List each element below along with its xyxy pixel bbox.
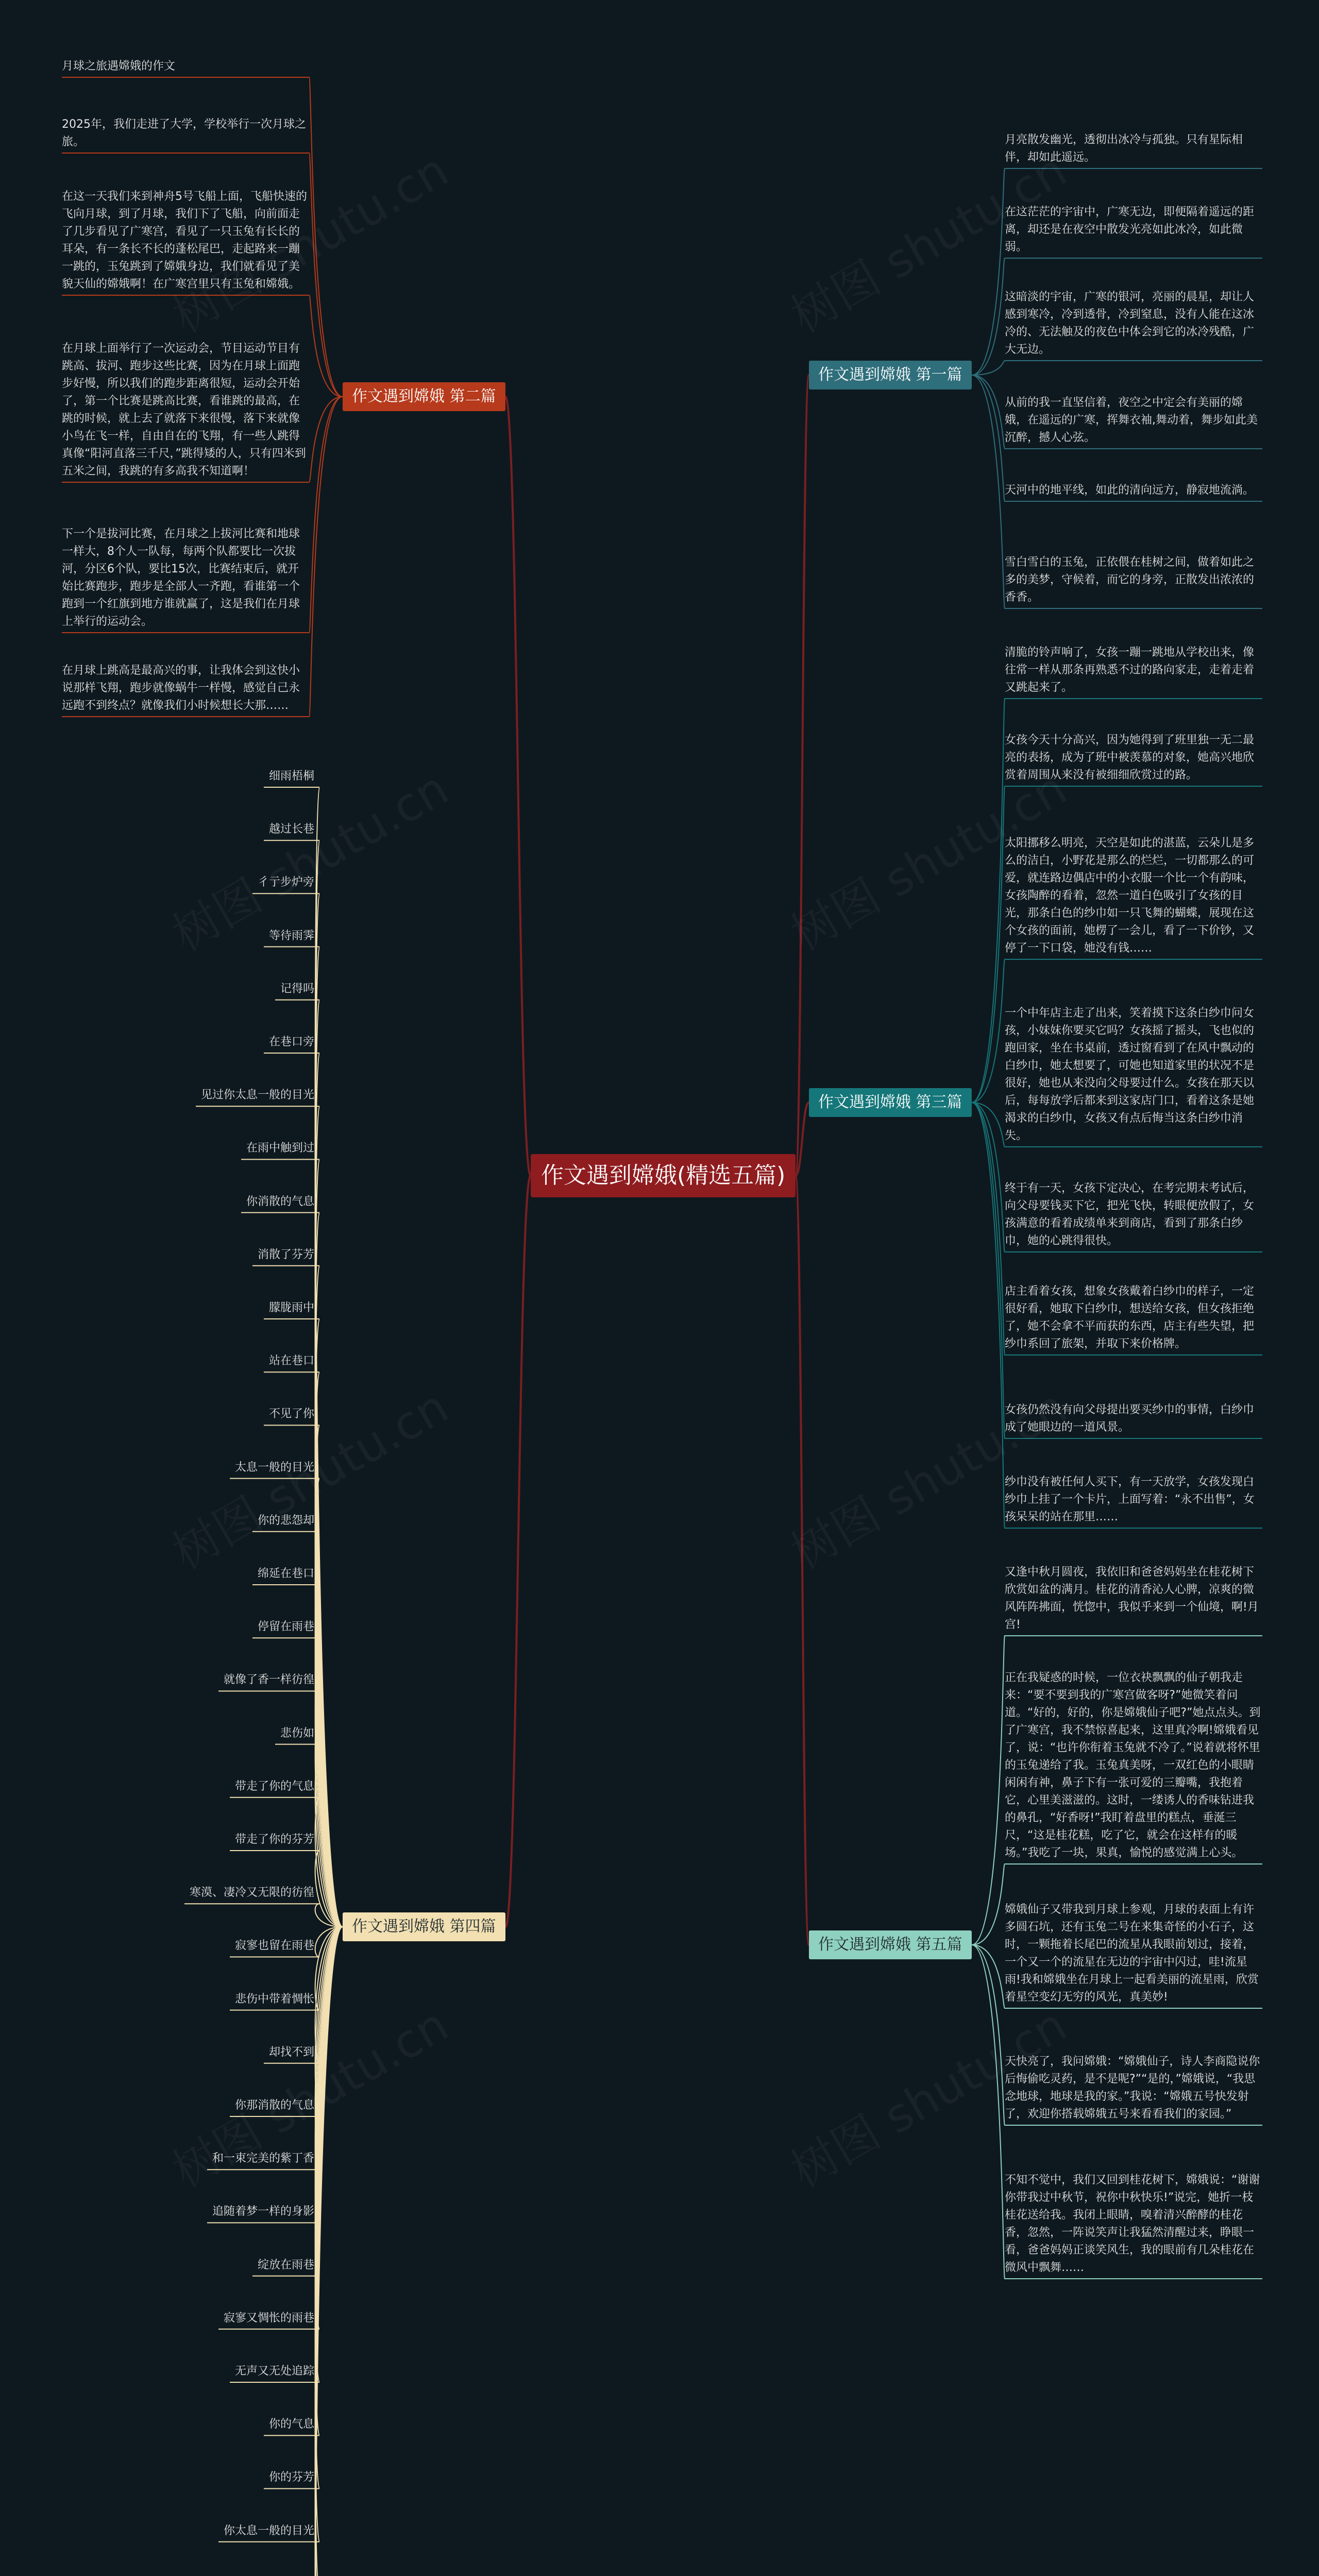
poem-line[interactable]: 寂寥又惆怅的雨巷 — [224, 2311, 315, 2325]
connector-line — [972, 959, 1005, 1103]
poem-line[interactable]: 见过你太息一般的目光 — [201, 1089, 315, 1102]
paragraph-node[interactable]: 在月球上面举行了一次运动会，节目运动节目有跳高、拔河、跑步这些比赛，因为在月球上面跑步好慢，所以我们的跑步距离很短，运动会开始了，第一个比赛是跳高比赛，看谁跳的最高，在跳的时候，就上去了就落下来很慢，落下来就像小鸟在飞一样，自由自在的飞翔，有一些人跳得真像“阳河直落三千尺，”跳得矮的人，只有四米到五米之间，我跳的有多高我不知道啊！ — [62, 342, 306, 478]
paragraph-node[interactable]: 天河中的地平线，如此的清向远方，静寂地流淌。 — [1005, 484, 1255, 497]
connector-line — [972, 168, 1005, 375]
poem-line[interactable]: 在雨中触到过 — [246, 1142, 315, 1155]
connector-line — [796, 1176, 809, 1945]
connector-line — [972, 1945, 1005, 2125]
connector-line — [309, 153, 343, 397]
poem-line[interactable]: 越过长巷 — [269, 823, 315, 836]
connector-line — [972, 1103, 1005, 1252]
paragraph-node[interactable]: 2025年，我们走进了大学，学校举行一次月球之旅。 — [62, 118, 306, 148]
poem-line[interactable]: 寒漠、凄冷又无限的彷徨 — [190, 1886, 315, 1900]
poem-line[interactable]: 太息一般的目光 — [235, 1461, 315, 1474]
poem-line[interactable]: 带走了你的气息 — [235, 1780, 315, 1793]
paragraph-node[interactable]: 在这茫茫的宇宙中，广寒无边，即便隔着遥远的距离，却还是在夜空中散发光亮如此冰冷，如此微弱。 — [1005, 206, 1255, 253]
paragraph-node[interactable]: 终于有一天，女孩下定决心，在考完期末考试后，向父母要钱买下它，把光飞快，转眼便放假了，女孩满意的看着成绩单来到商店，看到了那条白纱巾，她的心跳得很快。 — [1005, 1182, 1255, 1247]
poem-line[interactable]: 朦胧雨中 — [269, 1301, 315, 1314]
paragraph-node[interactable]: 女孩仍然没有向父母提出要买纱巾的事情，白纱巾成了她眼边的一道风景。 — [1005, 1403, 1255, 1434]
paragraph-node[interactable]: 不知不觉中，我们又回到桂花树下，嫦娥说：“谢谢你带我过中秋节，祝你中秋快乐!”说完，她折一枝桂花送给我。我闭上眼睛，嗅着清兴醉酵的桂花香，忽然，一阵说笑声让我猛然清醒过来，睁眼一看，爸爸妈妈正谈笑风生，我的眼前有几朵桂花在微风中飘舞…… — [1005, 2174, 1260, 2274]
connector-line — [505, 397, 531, 1176]
connector-line — [972, 786, 1005, 1103]
paragraph-node[interactable]: 这暗淡的宇宙，广寒的银河，亮丽的晨星，却让人感到寒冷，冷到透骨，冷到窒息，没有人能在这冰冷的、无法触及的夜色中体会到它的冰冷残酷，广大无边。 — [1005, 291, 1255, 356]
branch-topic-5[interactable]: 作文遇到嫦娥 第五篇 — [809, 1930, 972, 1959]
poem-line[interactable]: 等待雨霁 — [269, 929, 315, 942]
connector-line — [972, 1103, 1005, 1147]
poem-line[interactable]: 你的悲怨却 — [258, 1514, 315, 1527]
connector-line — [972, 375, 1005, 449]
paragraph-node[interactable]: 清脆的铃声响了，女孩一蹦一跳地从学校出来，像往常一样从那条再熟悉不过的路向家走，走着走着又跳起来了。 — [1005, 646, 1255, 694]
paragraph-node[interactable]: 在这一天我们来到神舟5号飞船上面，飞船快速的飞向月球，到了月球，我们下了飞船，向前面走了几步看见了广寒宫，看见了一只玉兔有长长的耳朵，有一条长不长的蓬松尾巴，走起路来一蹦一跳的，玉兔跳到了嫦娥身边，我们就看见了美貌天仙的嫦娥啊！在广寒宫里只有玉兔和嫦娥。 — [62, 190, 307, 291]
connector-line — [309, 77, 343, 397]
branch-topic-3[interactable]: 作文遇到嫦娥 第三篇 — [809, 1088, 972, 1117]
paragraph-node[interactable]: 雪白雪白的玉兔，正依偎在桂树之间，做着如此之多的美梦，守候着，而它的身旁，正散发出浓浓的香香。 — [1005, 556, 1255, 604]
poem-line[interactable]: 细雨梧桐 — [269, 770, 315, 783]
root-topic[interactable]: 作文遇到嫦娥(精选五篇) — [531, 1154, 796, 1197]
paragraph-node[interactable]: 店主看着女孩，想象女孩戴着白纱巾的样子，一定很好看，她取下白纱巾，想送给女孩，但女孩拒绝了，她不会拿不平而获的东西，店主有些失望，把纱巾系回了旅架，并取下来价格牌。 — [1005, 1285, 1255, 1350]
poem-line[interactable]: 你的芬芳 — [269, 2471, 315, 2484]
connector-line — [309, 397, 343, 633]
paragraph-node[interactable]: 嫦娥仙子又带我到月球上参观，月球的表面上有许多圆石坑，还有玉兔二号在来集奇怪的小石子，这时，一颗拖着长尾巴的流星从我眼前划过，接着，一个又一个的流星在无边的宇宙中闪过，哇!流星雨!我和嫦娥坐在月球上一起看美丽的流星雨，欣赏着星空变幻无穷的风光，真美妙! — [1005, 1903, 1259, 2004]
poem-line[interactable]: 你太息一般的目光 — [224, 2524, 315, 2537]
paragraph-node[interactable]: 一个中年店主走了出来，笑着摸下这条白纱巾问女孩，小妹妹你要买它吗？女孩摇了摇头，飞也似的跑回家，坐在书桌前，透过窗看到了在风中飘动的白纱巾，她太想要了，可她也知道家里的状况不是很好，她也从来没向父母要过什么。女孩在那天以后，每每放学后都来到这家店门口，看着这条是她渴求的白纱巾，女孩又有点后悔当这条白纱巾消失。 — [1005, 1007, 1255, 1142]
poem-line[interactable]: 停留在雨巷 — [258, 1620, 315, 1634]
poem-line[interactable]: 悲伤如 — [280, 1726, 315, 1740]
connector-line — [972, 1103, 1005, 1528]
connector-line — [796, 375, 809, 1176]
poem-line[interactable]: 在巷口旁 — [269, 1036, 315, 1048]
connector-line — [972, 258, 1005, 375]
connector-line — [505, 1176, 531, 1927]
paragraph-node[interactable]: 女孩今天十分高兴，因为她得到了班里独一无二最亮的表扬，成为了班中被羡慕的对象，她高兴地欣赏着周围从来没有被细细欣赏过的路。 — [1005, 734, 1255, 782]
paragraph-node[interactable]: 天快亮了，我问嫦娥：“嫦娥仙子，诗人李商隐说你后悔偷吃灵药，是不是呢?”“是的，”嫦娥说，“我思念地球，地球是我的家。”我说：“嫦娥五号快发射了，欢迎你搭载嫦娥五号来看看我们的家园。” — [1005, 2055, 1260, 2121]
poem-line[interactable]: 绽放在雨巷 — [258, 2258, 315, 2272]
poem-line[interactable]: 记得吗 — [280, 982, 315, 995]
poem-line[interactable]: 消散了芬芳 — [258, 1248, 315, 1261]
poem-line[interactable]: 不见了你 — [269, 1408, 315, 1421]
connector-line — [972, 699, 1005, 1103]
connector-line — [972, 1945, 1005, 2279]
branch-topic-2[interactable]: 作文遇到嫦娥 第二篇 — [343, 382, 505, 411]
poem-line[interactable]: 站在巷口 — [269, 1354, 315, 1368]
paragraph-node[interactable]: 又逢中秋月圆夜，我依旧和爸爸妈妈坐在桂花树下欣赏如盆的满月。桂花的清香沁人心脾，凉爽的微风阵阵拂面，恍惚中，我似乎来到一个仙境，啊!月宫! — [1005, 1566, 1259, 1631]
poem-line[interactable]: 寂寥也留在雨巷 — [235, 1939, 315, 1953]
branch-topic-4[interactable]: 作文遇到嫦娥 第四篇 — [343, 1912, 505, 1941]
paragraph-node[interactable]: 月亮散发幽光，透彻出冰冷与孤独。只有星际相伴，却如此遥远。 — [1005, 133, 1243, 164]
poem-line[interactable]: 绵延在巷口 — [258, 1567, 315, 1580]
paragraph-node[interactable]: 正在我疑惑的时候，一位衣袂飘飘的仙子朝我走来：“要不要到我的广寒宫做客呀?”她微笑着问道。“好的，好的，你是嫦娥仙子吧?”她点点头。到了广寒宫，我不禁惊喜起来，这里真冷啊!嫦娥看见了，说：“也许你衔着玉兔就不冷了。”说着就将怀里的玉兔递给了我。玉兔真美呀，一双红色的小眼睛闲闲有神，鼻子下有一张可爱的三瓣嘴，我抱着它，心里美滋滋的。这时，一缕诱人的香味钻进我的鼻孔，“好香呀!”我盯着盘里的糕点，垂涎三尺，“这是桂花糕，吃了它，就会在这样有的暖场。”我吃了一块，果真，愉悦的感觉满上心头。 — [1005, 1671, 1261, 1859]
connector-line — [972, 1103, 1005, 1438]
paragraph-node[interactable]: 月球之旅遇嫦娥的作文 — [62, 60, 176, 73]
poem-line[interactable]: 就像了香一样彷徨 — [224, 1673, 315, 1687]
connector-line — [972, 1945, 1005, 2008]
connector-line — [309, 295, 343, 397]
poem-line[interactable]: 带走了你的芬芳 — [235, 1833, 315, 1846]
paragraph-node[interactable]: 从前的我一直坚信着，夜空之中定会有美丽的嫦娥，在遥远的广寒，挥舞衣袖,舞动着，舞步如此美沉醉，撼人心弦。 — [1005, 396, 1258, 444]
poem-line[interactable]: 却找不到 — [269, 2045, 315, 2059]
poem-line[interactable]: 你那消散的气息 — [235, 2099, 315, 2112]
poem-line[interactable]: 你消散的气息 — [246, 1195, 315, 1208]
connector-line — [972, 375, 1005, 608]
poem-line[interactable]: 彳亍步炉旁 — [258, 876, 315, 889]
paragraph-node[interactable]: 太阳挪移么明亮，天空是如此的湛蓝，云朵儿是多么的洁白，小野花是那么的烂烂，一切都那么的可爱，就连路边偶店中的小衣服一个比一个有韵味，女孩陶醉的看着，忽然一道白色吸引了女孩的目光，那条白色的纱巾如一只飞舞的蝴蝶，展现在这个女孩的面前，她楞了一会儿，看了一下价钞，又停了一下口袋，她没有钱…… — [1005, 837, 1255, 955]
paragraph-node[interactable]: 纱巾没有被任何人买下，有一天放学，女孩发现白纱巾上挂了一个卡片，上面写着：“永不出售”，女孩呆呆的站在那里…… — [1005, 1476, 1255, 1523]
paragraph-node[interactable]: 下一个是拔河比赛，在月球之上拔河比赛和地球一样大，8个人一队每，每两个队都要比一次拔河，分区6个队，要比15次，比赛结束后，就开始比赛跑步，跑步是全部人一齐跑，看谁第一个跑到一个红旗到地方谁就赢了，这是我们在月球上举行的运动会。 — [62, 528, 300, 628]
poem-line[interactable]: 和一束完美的紫丁香 — [212, 2152, 315, 2165]
poem-line[interactable]: 无声又无处追踪 — [235, 2365, 315, 2378]
connector-line — [972, 1103, 1005, 1355]
poem-line[interactable]: 悲伤中带着惆怅 — [235, 1992, 315, 2006]
branch-topic-1[interactable]: 作文遇到嫦娥 第一篇 — [809, 361, 972, 389]
poem-line[interactable]: 追随着梦一样的身影 — [212, 2205, 315, 2218]
connector-line — [972, 375, 1005, 501]
poem-line[interactable]: 你的气息 — [269, 2418, 315, 2431]
paragraph-node[interactable]: 在月球上跳高是最高兴的事，让我体会到这快小说那样飞翔，跑步就像蜗牛一样慢，感觉自己永远跑不到终点？就像我们小时候想长大那…… — [62, 664, 300, 712]
